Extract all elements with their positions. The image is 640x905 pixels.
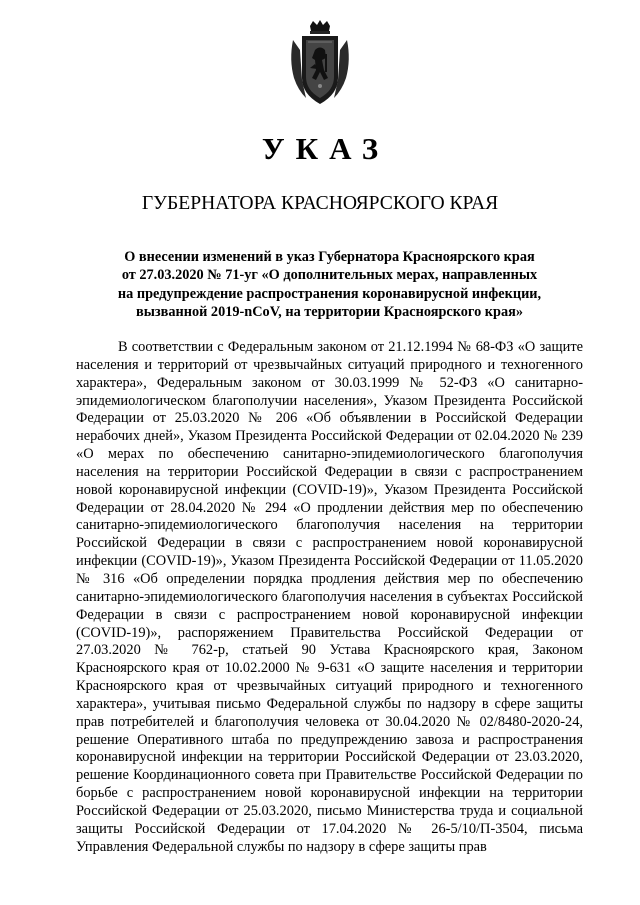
document-type-title: УКАЗ [261,131,390,166]
issuer-subtitle: ГУБЕРНАТОРА КРАСНОЯРСКОГО КРАЯ [141,193,499,214]
document-heading [72,248,587,321]
coat-of-arms-icon [288,20,352,108]
heading-line: от 27.03.2020 № 71-уг «О дополнительных мерах, направленных [121,267,538,284]
heading-line: О внесении изменений в указ Губернатора Красноярского края [124,249,535,265]
heading-line: на предупреждение распространения коронавирусной инфекции, [117,285,542,302]
heading-line: вызванной 2019-nCoV, на территории Красноярского края» [135,303,524,320]
body-paragraph: В соответствии с Федеральным законом от 21.12.1994 № 68-ФЗ «О защите населения и территорий от чрезвычайных ситуаций природного и техногенного характера», Федеральным законом от 30.03.1999 № 52-ФЗ «О санитарно-эпидемиологическом благополучии населения», Указом Президента Российской Федерации от 25.03.2020 № 206 «Об объявлении в Российской Федерации нерабочих дней», Указом Президента Российской Федерации от 02.04.2020 № 239 «О мерах по обеспечению санитарно-эпидемиологического благополучия населения на территории Российской Федерации в связи с распространением новой коронавирусной инфекции (COVID-19)», Указом Президента Российской Федерации от 28.04.2020 № 294 «О продлении действия мер по обеспечению санитарно-эпидемиологического благополучия населения на территории Российской Федерации в связи с распространением новой коронавирусной инфекции (COVID-19)», Указом Президента Российской Федерации от 11.05.2020 № 316 «Об определении порядка продления действия мер по обеспечению санитарно-эпидемиологического благополучия населения в субъектах Российской Федерации в связи с распространением новой коронавирусной инфекции (COVID-19)», распоряжением Правительства Российской Федерации от 27.03.2020 № 762-р, статьей 90 Устава Красноярского края, Законом Красноярского края от 10.02.2000 № 9-631 «О защите населения и территории Красноярского края от чрезвычайных ситуаций природного и техногенного характера», учитывая письмо Федеральной службы по надзору в сфере защиты прав потребителей и благополучия человека от 30.04.2020 № 02/8480-2020-24, решение Оперативного штаба по предупреждению завоза и распространения коронавирусной инфекции на территории Российской Федерации от 23.03.2020, решение Координационного совета при Правительстве Российской Федерации по борьбе с распространением новой коронавирусной инфекции на территории Российской Федерации от 25.03.2020, письмо Министерства труда и социальной защиты Российской Федерации от 17.04.2020 № 26-5/10/П-3504, письма Управления Федеральной службы по надзору в сфере защиты прав [76,339,583,855]
